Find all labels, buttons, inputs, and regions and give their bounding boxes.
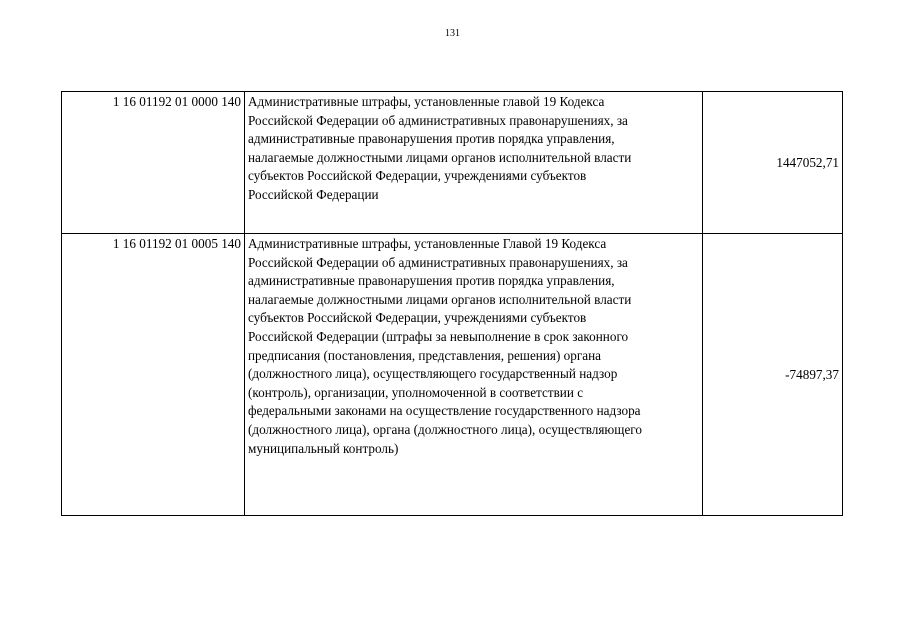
description-line: налагаемые должностными лицами органов исполнительной власти (248, 149, 632, 165)
description-line: (должностного лица), органа (должностного лица), осуществляющего (248, 421, 642, 437)
description-line: субъектов Российской Федерации, учреждениями субъектов (248, 310, 587, 326)
description-line: Российской Федерации (штрафы за невыполнение в срок законного (248, 328, 629, 344)
description-line: Российской Федерации об административных правонарушениях, за (248, 112, 628, 128)
description-line: Административные штрафы, установленные Главой 19 Кодекса (248, 236, 607, 251)
description-line: налагаемые должностными лицами органов исполнительной власти (248, 291, 632, 307)
amount-cell: 1447052,71 (703, 92, 843, 234)
description-line: административные правонарушения против порядка управления, (248, 273, 615, 289)
page-number: 131 (445, 28, 460, 39)
description-line: федеральными законами на осуществление государственного надзора (248, 403, 641, 419)
description-cell (245, 234, 703, 516)
table-row (62, 92, 843, 234)
description-line: субъектов Российской Федерации, учреждениями субъектов (248, 168, 587, 184)
description-line: Российской Федерации (248, 186, 379, 202)
description-line: административные правонарушения против порядка управления, (248, 131, 615, 147)
description-line: Административные штрафы, установленные главой 19 Кодекса (248, 94, 605, 109)
description-line: предписания (постановления, представления, решения) органа (248, 347, 602, 363)
description-cell (245, 92, 703, 234)
description-line: муниципальный контроль) (248, 440, 399, 456)
budget-code-cell: 1 16 01192 01 0000 140 (62, 92, 245, 234)
budget-code-cell: 1 16 01192 01 0005 140 (62, 234, 245, 516)
description-line: (контроль), организации, уполномоченной в соответствии с (248, 384, 584, 400)
description-line: Российской Федерации об административных правонарушениях, за (248, 254, 628, 270)
description-line: (должностного лица), осуществляющего государственный надзор (248, 366, 618, 382)
budget-table (61, 91, 843, 516)
table-row (62, 234, 843, 516)
amount-cell: -74897,37 (703, 234, 843, 516)
